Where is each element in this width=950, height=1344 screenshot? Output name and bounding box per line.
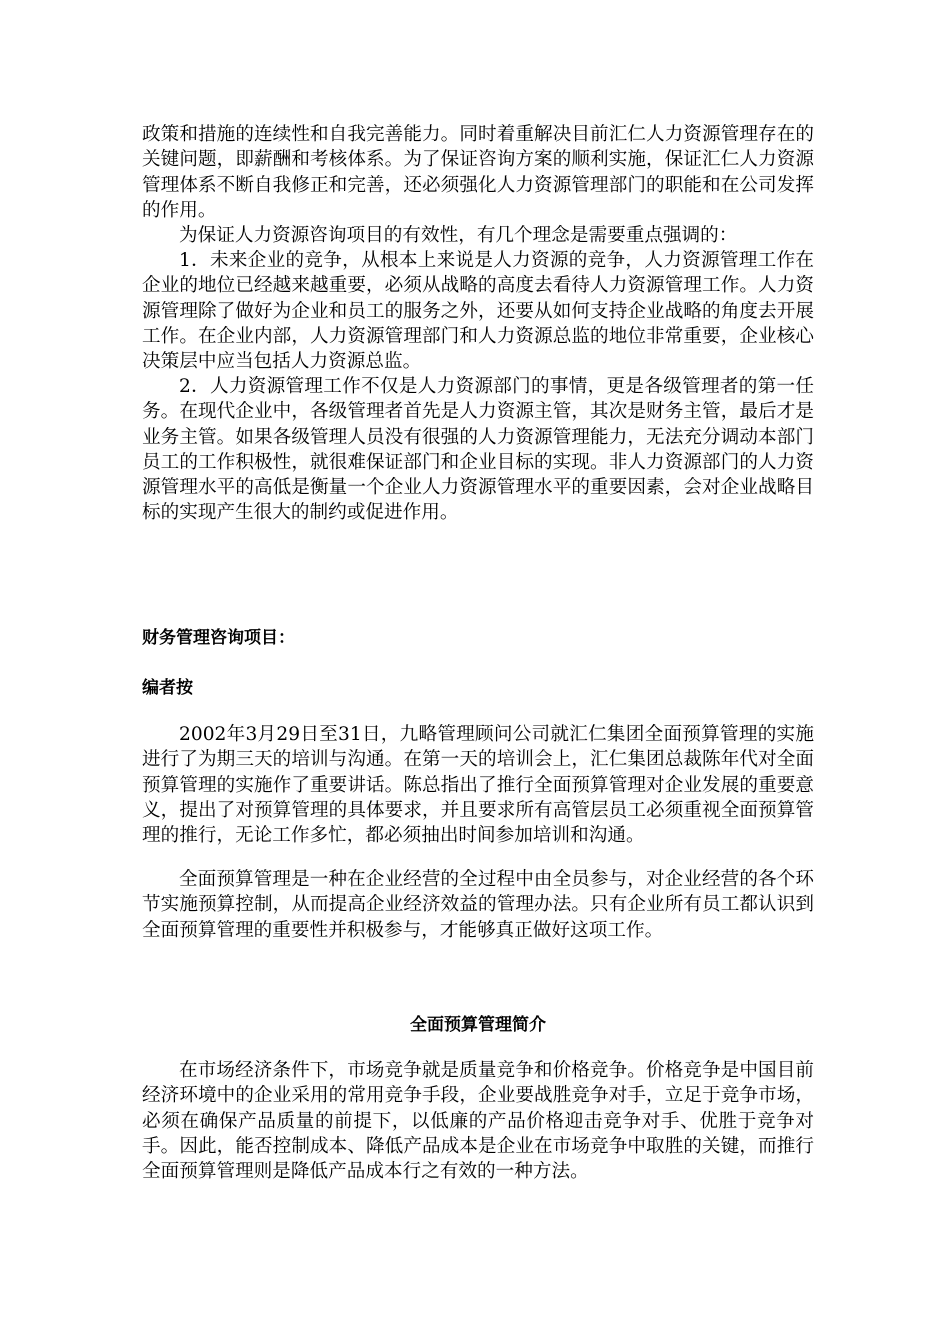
paragraph-concept-1: 1．未来企业的竞争，从根本上来说是人力资源的竞争，人力资源管理工作在企业的地位已经越来越重要，必须从战略的高度去看待人力资源管理工作。人力资源管理除了做好为企业和员工的服务之外，还要从如何支持企业战略的角度去开展工作。在企业内部，人力资源管理部门和人力资源总监的地位非常重要，企业核心决策层中应当包括人力资源总监。	[142, 250, 814, 373]
paragraph-hr-continuation: 政策和措施的连续性和自我完善能力。同时着重解决目前汇仁人力资源管理存在的关键问题，即薪酬和考核体系。为了保证咨询方案的顺利实施，保证汇仁人力资源管理体系不断自我修正和完善，还必须强化人力资源管理部门的职能和在公司发挥的作用。	[142, 124, 814, 221]
paragraph-concepts-intro: 为保证人力资源咨询项目的有效性，有几个理念是需要重点强调的：	[179, 225, 738, 246]
editor-note-title: 编者按	[142, 678, 193, 698]
section-title-finance-consulting: 财务管理咨询项目：	[142, 628, 295, 648]
paragraph-concept-2: 2．人力资源管理工作不仅是人力资源部门的事情，更是各级管理者的第一任务。在现代企业中，各级管理者首先是人力资源主管，其次是财务主管，最后才是业务主管。如果各级管理人员没有很强的人力资源管理能力，无法充分调动本部门员工的工作积极性，就很难保证部门和企业目标的实现。非人力资源部门的人力资源管理水平的高低是衡量一个企业人力资源管理水平的重要因素，会对企业战略目标的实现产生很大的制约或促进作用。	[142, 376, 814, 524]
intro-title: 全面预算管理简介	[410, 1015, 546, 1035]
paragraph-editor-note-2: 全面预算管理是一种在企业经营的全过程中由全员参与，对企业经营的各个环节实施预算控制，从而提高企业经济效益的管理办法。只有企业所有员工都认识到全面预算管理的重要性并积极参与，才能够真正做好这项工作。	[142, 869, 814, 941]
paragraph-editor-note-1: 2002年3月29日至31日，九略管理顾问公司就汇仁集团全面预算管理的实施进行了为期三天的培训与沟通。在第一天的培训会上，汇仁集团总裁陈年代对全面预算管理的实施作了重要讲话。陈总指出了推行全面预算管理对企业发展的重要意义，提出了对预算管理的具体要求，并且要求所有高管层员工必须重视全面预算管理的推行，无论工作多忙，都必须抽出时间参加培训和沟通。	[142, 724, 814, 847]
paragraph-budget-intro: 在市场经济条件下，市场竞争就是质量竞争和价格竞争。价格竞争是中国目前经济环境中的企业采用的常用竞争手段，企业要战胜竞争对手，立足于竞争市场，必须在确保产品质量的前提下，以低廉的产品价格迎击竞争对手、优胜于竞争对手。因此，能否控制成本、降低产品成本是企业在市场竞争中取胜的关键，而推行全面预算管理则是降低产品成本行之有效的一种方法。	[142, 1060, 814, 1183]
